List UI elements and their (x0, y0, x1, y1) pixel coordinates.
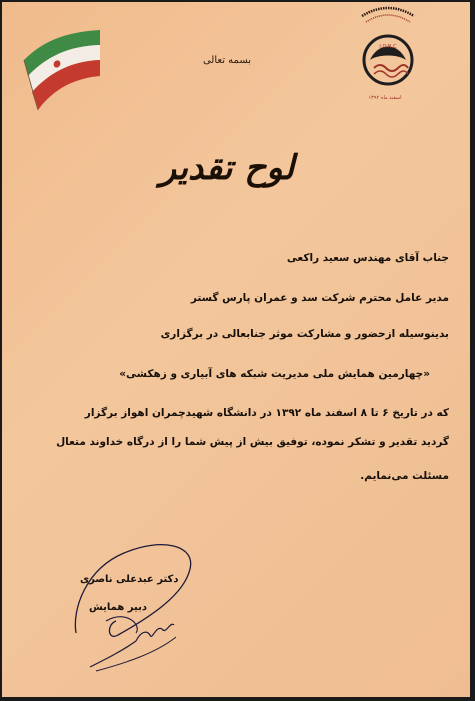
body-line: مسئلت می‌نمایم. (360, 470, 449, 482)
certificate-title: لوح تقدیر (159, 148, 295, 188)
body-line: گردید تقدیر و تشکر نموده، توفیق بیش از پیش شما را از درگاه خداوند متعال (56, 436, 449, 448)
position-line: مدیر عامل محترم شرکت سد و عمران پارس گستر (190, 292, 449, 304)
event-line: «چهارمین همایش ملی مدیریت شبکه های آبیاری و زهکشی» (119, 368, 430, 380)
logo-date: اسفند ماه ۱۳۹۲ (368, 95, 402, 101)
opening-invocation: بسمه تعالی (202, 55, 252, 66)
recipient-line: جناب آقای مهندس سعید راکعی (286, 252, 449, 264)
intro-line: بدینوسیله ازحضور و مشارکت موثر جنابعالی در برگزاری (160, 328, 449, 340)
logo-emblem-caption: I.O.N.C (379, 44, 397, 50)
body-line: که در تاریخ ۶ تا ۸ اسفند ماه ۱۳۹۲ در دانشگاه شهیدچمران اهواز برگزار (84, 407, 449, 419)
signatory-role: دبیر همایش (89, 602, 147, 613)
conference-logo (356, 2, 420, 96)
certificate-page (2, 2, 470, 697)
signatory-name: دکتر عبدعلی ناصری (80, 574, 179, 585)
logo-arc-text (362, 8, 414, 22)
